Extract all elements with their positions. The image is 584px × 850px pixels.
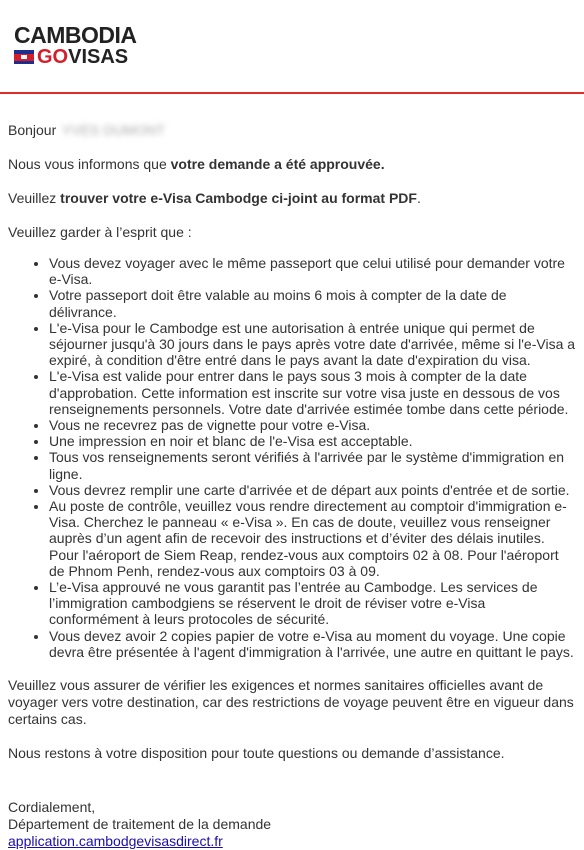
cambodia-flag-icon: [14, 50, 34, 64]
list-item: • Vous devez voyager avec le même passeport que celui utilisé pour demander votre e-Visa.: [49, 255, 576, 287]
list-item: • L'e-Visa pour le Cambodge est une autorisation à entrée unique qui permet de séjourner jusqu'à 30 jours dans le pays après votre date d'arrivée, même si l'e-Visa a expiré, à condition d'être entré dans le pays avant la date d'expiration du visa.: [49, 320, 576, 369]
logo-visas: VISAS: [68, 46, 129, 68]
keep-in-mind: Veuillez garder à l’esprit que :: [8, 224, 192, 240]
list-item: • Une impression en noir et blanc de l'e-Visa est acceptable.: [49, 433, 576, 449]
list-item: • Au poste de contrôle, veuillez vous rendre directement au comptoir d'immigration e-Visa. Cherchez le panneau « e-Visa ». En cas de doute, veuillez vous renseigner auprès d’un agent afin de recevoir des instructions et d’éviter des délais inutiles. Pour l'aéroport de Siem Reap, rendez-vous aux comptoirs 02 à 08. Pour l'aéroport de Phnom Penh, rendez-vous aux comptoirs 03 à 09.: [49, 498, 576, 579]
list-item: • Vous devez avoir 2 copies papier de votre e-Visa au moment du voyage. Une copie devra être présentée à l'agent d'immigration à l'arrivée, une autre en quittant le pays.: [49, 628, 576, 660]
greeting-line: [8, 122, 576, 139]
email-body: [0, 122, 584, 850]
logo-line1: CAMBODIA: [14, 22, 137, 48]
conditions-list: [8, 255, 576, 660]
attachment-paragraph: Veuillez trouver votre e-Visa Cambodge ci-joint au format PDF.: [8, 190, 421, 206]
recipient-name: YVES DUMONT: [62, 122, 165, 138]
health-notice: Veuillez vous assurer de vérifier les exigences et normes sanitaires officielles avant de voyager vers votre destination, car des restrictions de voyage peuvent être en vigueur dans certains cas.: [8, 677, 574, 728]
approval-status: votre demande a été approuvée.: [170, 156, 385, 172]
list-item: • Vous ne recevrez pas de vignette pour votre e-Visa.: [49, 417, 576, 433]
signature-department: Département de traitement de la demande: [8, 816, 272, 833]
brand-logo: [14, 24, 137, 67]
assistance-note: Nous restons à votre disposition pour toute questions ou demande d’assistance.: [8, 745, 505, 762]
attachment-note: trouver votre e-Visa Cambodge ci-joint au format PDF: [60, 190, 417, 206]
signature-closing: Cordialement,: [8, 799, 96, 816]
website-link[interactable]: application.cambodgevisasdirect.fr: [8, 833, 223, 850]
list-item: • L’e-Visa approuvé ne vous garantit pas l’entrée au Cambodge. Les services de l’immigration cambodgiens se réservent le droit de réviser votre e-Visa conformément à leurs protocoles de sécurité.: [49, 579, 576, 628]
email-header: [0, 0, 584, 94]
list-item: • Vous devrez remplir une carte d'arrivée et de départ aux points d'entrée et de sortie.: [49, 482, 576, 498]
greeting: Bonjour: [8, 122, 57, 138]
list-item: • Tous vos renseignements seront vérifiés à l'arrivée par le système d'immigration en ligne.: [49, 449, 576, 481]
list-item: • L'e-Visa est valide pour entrer dans le pays sous 3 mois à compter de la date d'approbation. Cette information est inscrite sur votre visa juste en dessous de vos renseignements personnels. Votre date d'arrivée estimée tombe dans cette période.: [49, 368, 576, 417]
signature: [8, 799, 576, 850]
approval-paragraph: Nous vous informons que votre demande a été approuvée.: [8, 156, 385, 172]
list-item: • Votre passeport doit être valable au moins 6 mois à compter de la date de délivrance.: [49, 287, 576, 319]
logo-go: GO: [37, 46, 69, 68]
